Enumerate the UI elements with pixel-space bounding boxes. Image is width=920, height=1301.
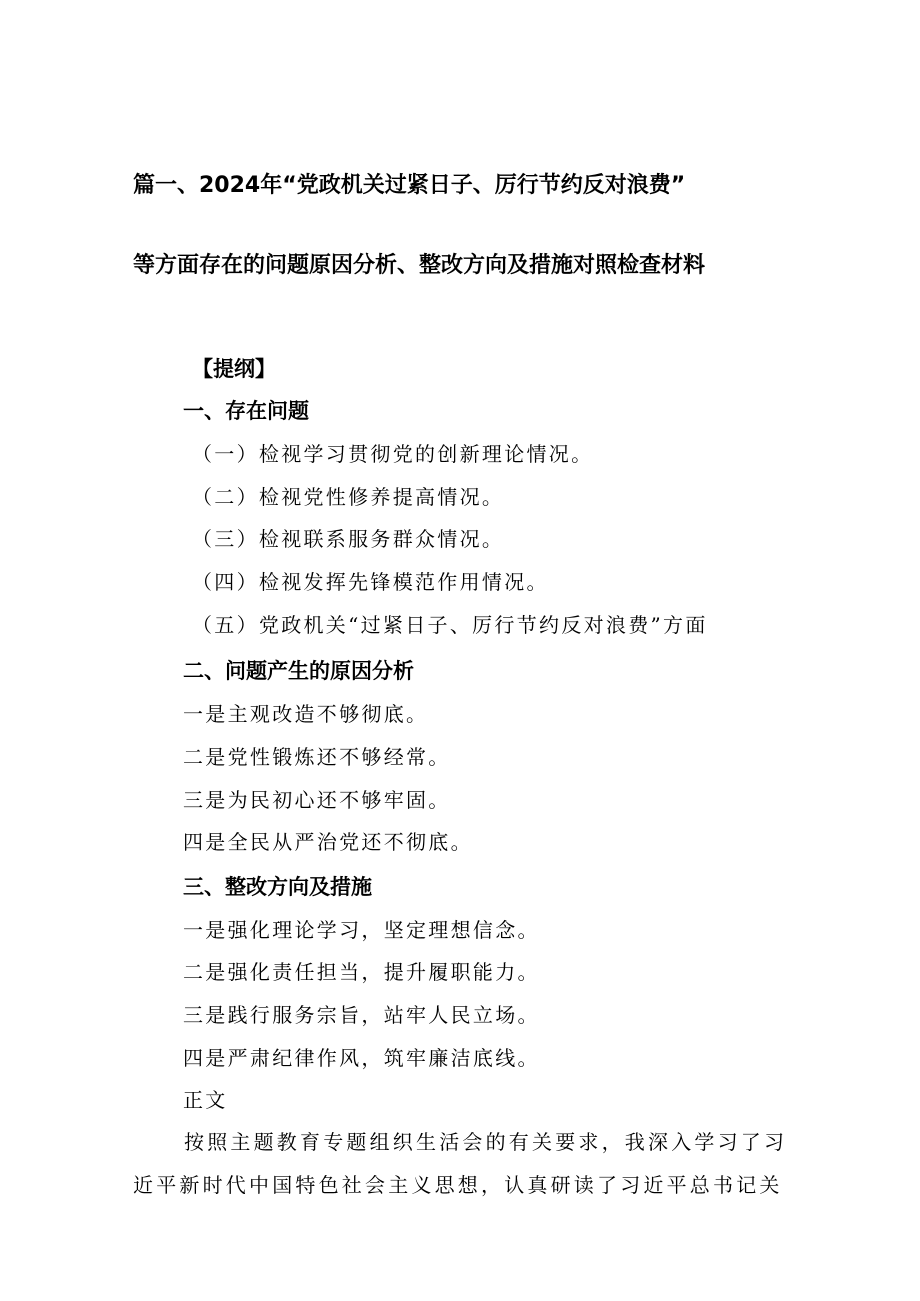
cause-item: 三是为民初心还不够牢固。: [183, 788, 451, 812]
cause-item: 一是主观改造不够彻底。: [183, 702, 429, 726]
measure-item: 三是践行服务宗旨，站牢人民立场。: [183, 1003, 540, 1027]
body-label: 正文: [183, 1088, 228, 1112]
document-title-line-2: 等方面存在的问题原因分析、整改方向及措施对照检查材料: [133, 253, 706, 278]
problem-item: （二）检视党性修养提高情况。: [192, 485, 505, 509]
section-heading-measures: 三、整改方向及措施: [183, 875, 372, 899]
document-title-line-1: 篇一、2024年“党政机关过紧日子、厉行节约反对浪费”: [133, 173, 686, 198]
problem-item: （五）党政机关“过紧日子、厉行节约反对浪费”方面: [192, 613, 708, 637]
problem-item: （四）检视发挥先锋模范作用情况。: [192, 570, 549, 594]
section-heading-causes: 二、问题产生的原因分析: [183, 659, 414, 683]
problem-item: （三）检视联系服务群众情况。: [192, 527, 505, 551]
body-paragraph-line-2: 近平新时代中国特色社会主义思想，认真研读了习近平总书记关: [133, 1173, 783, 1197]
body-paragraph-line-1: 按照主题教育专题组织生活会的有关要求，我深入学习了习: [184, 1130, 788, 1154]
outline-heading: 【提纲】: [192, 357, 276, 381]
section-heading-problems: 一、存在问题: [183, 399, 309, 423]
measure-item: 四是严肃纪律作风，筑牢廉洁底线。: [183, 1046, 540, 1070]
cause-item: 四是全民从严治党还不彻底。: [183, 830, 473, 854]
problem-item: （一）检视学习贯彻党的创新理论情况。: [192, 442, 594, 466]
cause-item: 二是党性锻炼还不够经常。: [183, 745, 451, 769]
measure-item: 二是强化责任担当，提升履职能力。: [183, 960, 540, 984]
measure-item: 一是强化理论学习，坚定理想信念。: [183, 918, 540, 942]
